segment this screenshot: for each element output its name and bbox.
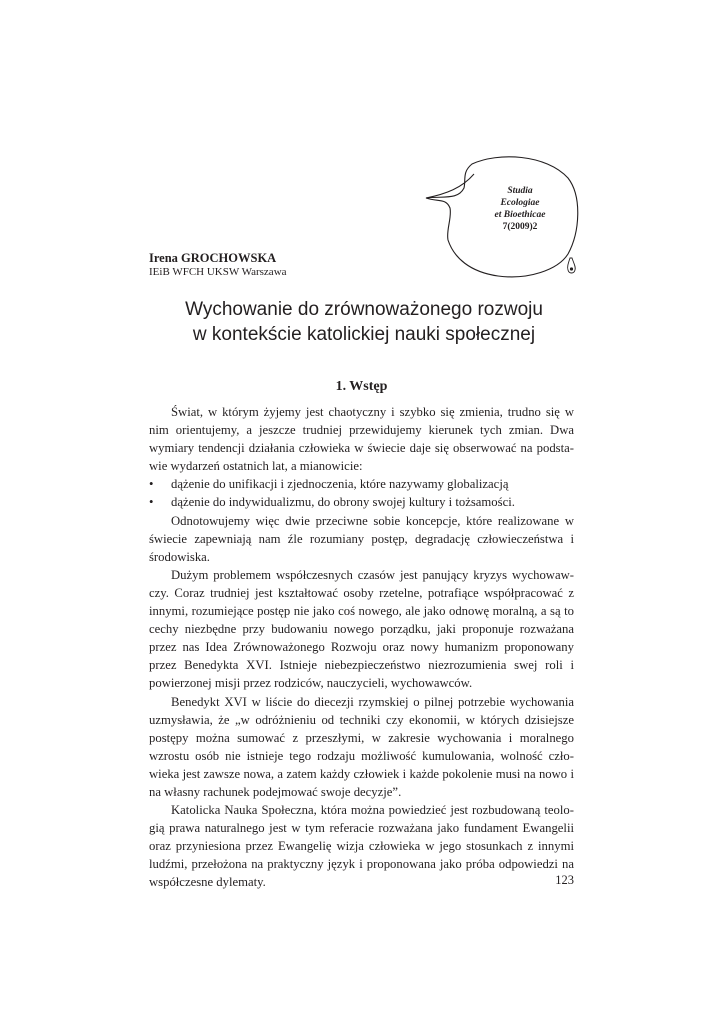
journal-info — [470, 185, 570, 233]
list-item — [149, 493, 574, 511]
journal-name-line2: Ecologiae — [500, 198, 540, 208]
author-affiliation: IEiB WFCH UKSW Warszawa — [149, 266, 287, 278]
leaf-drop-icon — [568, 258, 576, 273]
paragraph: Odnotowujemy więc dwie przeciwne sobie koncepcje, które realizowane w świecie zapewniają nam źle rozumiany postęp, degradację człowieczeństwa i środowiska. — [149, 513, 574, 564]
journal-name-line3: et Bioethicae — [494, 210, 546, 220]
paragraph: Dużym problemem współczesnych czasów jest panujący kryzys wychowawczy. Coraz trudniej jest kształtować osoby rzetelne, potrafiące współpracować z innymi, rozumiejące postęp nie jako coś nowego, ale jako odnowę moralną, a są to cechy niezbędne przy budowaniu nowego porządku, jaki proponuje rozważana przez nas Idea Zrównoważonego Rozwoju oraz nowy humanizm proponowany przez Benedykta XVI. Istnieje niebezpieczeństwo niezrozumienia swej roli i powierzonej misji przez rodziców, nauczycieli, wychowawców. — [149, 567, 574, 691]
list-item-text: dążenie do indywidualizmu, do obrony swojej kultury i tożsamości. — [171, 495, 515, 510]
list-item — [149, 475, 574, 493]
bullet-icon: • — [149, 495, 154, 510]
page-number: 123 — [555, 873, 574, 887]
paragraph: Benedykt XVI w liście do diecezji rzymskiej o pilnej potrzebie wychowania uzmysławia, że „w odróżnieniu od techniki czy ekonomii, w których dzisiejsze postępy można sumować z przeszłymi, w zakresie wychowania i moralnego wzrostu osób nie istnieje tego rodzaju możliwość kumulowania, wolność człowieka jest zawsze nowa, a zatem każdy człowiek i każde pokolenie musi na nowo i na własny rachunek podejmować swoje decyzje”. — [149, 694, 574, 799]
list-item-text: dążenie do unifikacji i zjednoczenia, które nazywamy globalizacją — [171, 477, 509, 492]
journal-volume: 7(2009)2 — [502, 222, 538, 232]
bullet-icon: • — [149, 477, 154, 492]
article-title-line2: w kontekście katolickiej nauki społecznej — [192, 324, 536, 345]
paragraph: Katolicka Nauka Społeczna, która można powiedzieć jest rozbudowaną teologią prawa naturalnego jest w tym referacie rozważana jako fundament Ewangelii oraz przyniesiona przez Ewangelię wizja człowieka w jego stosunkach z innymi ludźmi, przełożona na praktyczny język i proponowana jako próba odpowiedzi na współczesne dylematy. — [149, 803, 574, 890]
article-title — [140, 297, 588, 347]
article-title-line1: Wychowanie do zrównoważonego rozwoju — [185, 299, 543, 320]
bullet-list — [149, 475, 574, 511]
section-heading: 1. Wstęp — [335, 379, 388, 394]
article-body — [149, 403, 574, 892]
paragraph: Świat, w którym żyjemy jest chaotyczny i szybko się zmienia, trudno się w nim orientujemy, a jeszcze trudniej przewidujemy kierunek tych zmian. Dwa wymiary tendencji działania człowieka w świecie daje się obserwować na podstawie wydarzeń ostatnich lat, a mianowicie: — [149, 405, 574, 474]
journal-name-line1: Studia — [507, 186, 533, 196]
author-name: Irena GROCHOWSKA — [149, 251, 277, 265]
